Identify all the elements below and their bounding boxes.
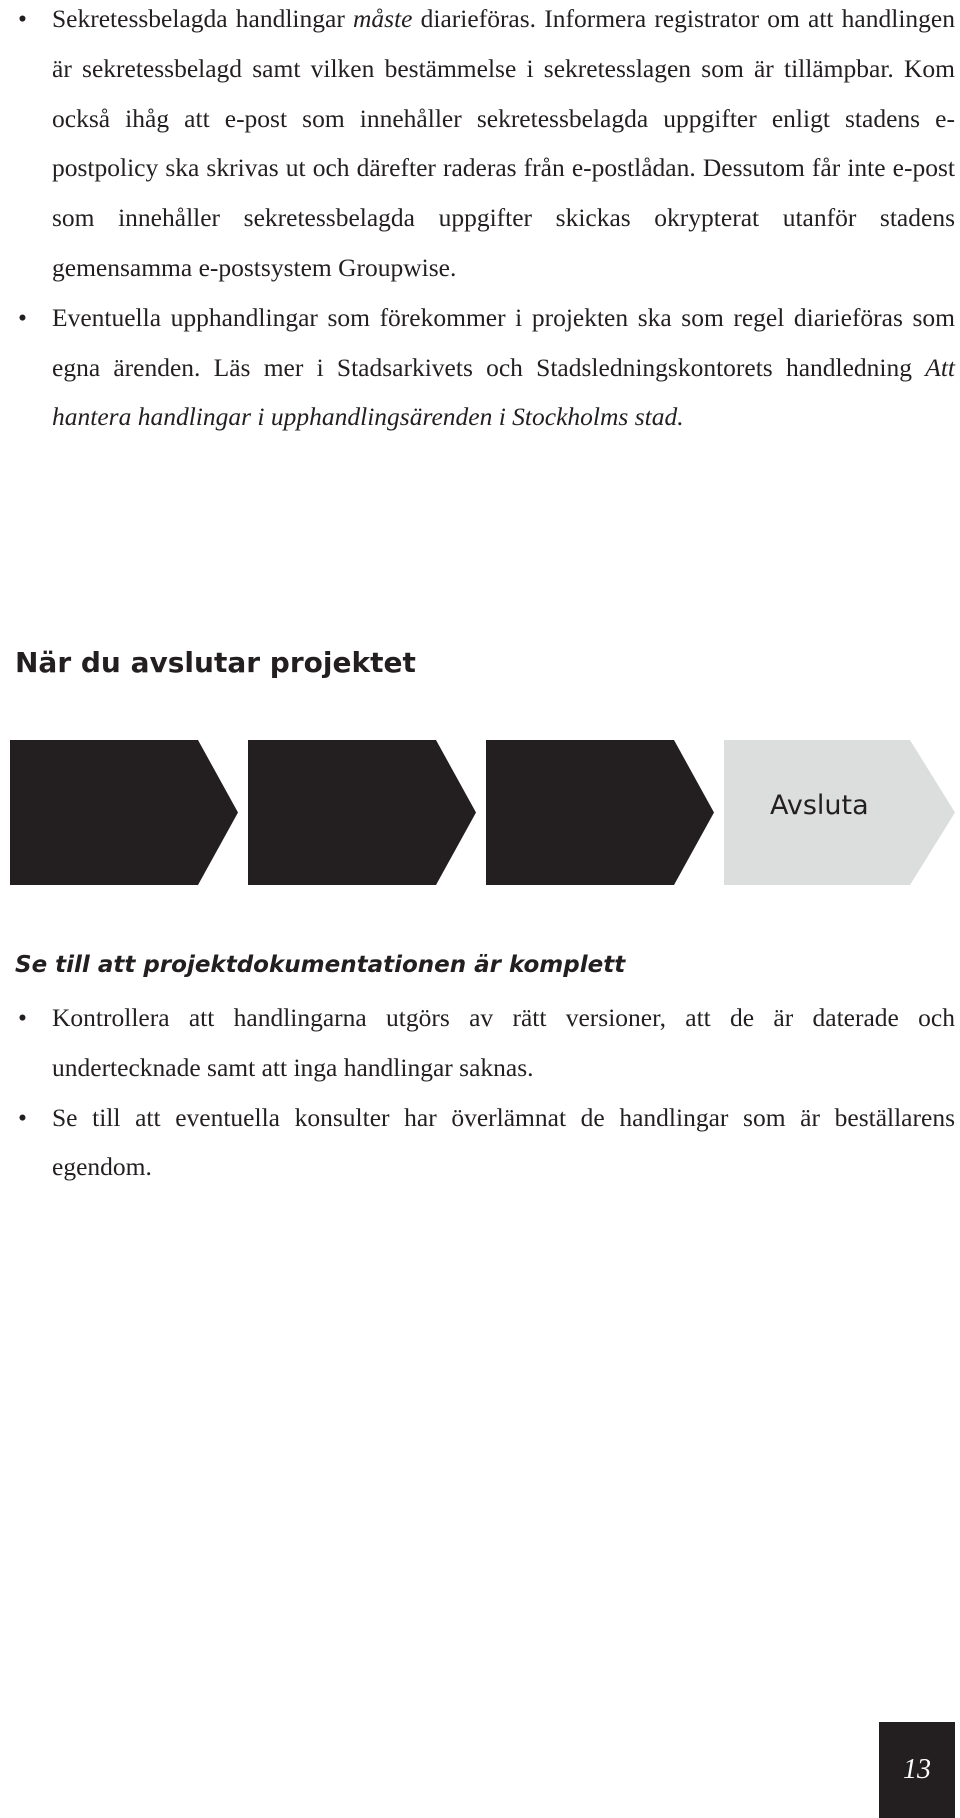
bullet-dot: • (18, 4, 27, 33)
intro-bullet-list (18, 0, 955, 442)
bullet-dot: • (18, 1102, 27, 1132)
checklist-text: Se till att eventuella konsulter har överlämnat de handlingar som är beställarens egendom. (52, 1102, 955, 1182)
subsection-title: Se till att projektdokumentationen är komplett (15, 952, 626, 978)
bullet-emphasis: Att hantera handlingar i upphandlingsärenden i Stockholms stad. (52, 352, 955, 432)
process-step-1 (10, 740, 238, 885)
process-step-label: Avsluta (770, 790, 869, 821)
checklist-text: Kontrollera att handlingarna utgörs av rätt versioner, att de är daterade och undertecknade samt att inga handlingar saknas. (52, 1003, 955, 1082)
bullet-dot: • (18, 1003, 27, 1032)
bullet-text: Sekretessbelagda handlingar (52, 4, 353, 33)
page-number: 13 (879, 1722, 955, 1818)
bullet-item-procurement (18, 293, 955, 442)
bullet-dot: • (18, 302, 27, 332)
section-title: När du avslutar projektet (15, 646, 416, 679)
bullet-text: Eventuella upphandlingar som förekommer i projekten ska som regel diarieföras som egna ärenden. Läs mer i Stadsarkivets och Stadsledningskontorets handledning (52, 302, 955, 382)
bullet-text: diarieföras. Informera registrator om att handlingen är sekretessbelagd samt vilken bestämmelse i sekretesslagen som är tillämpbar. Kom också ihåg att e-post som innehåller sekretessbelagda uppgifter enligt stadens e-postpolicy ska skrivas ut och därefter raderas från e-postlådan. Dessutom får inte e-post som innehåller sekretessbelagda uppgifter skickas okrypterat utanför stadens gemensamma e-postsystem Groupwise. (52, 4, 955, 282)
process-step-3 (486, 740, 714, 885)
checklist-item (18, 993, 955, 1093)
bullet-emphasis: måste (352, 4, 413, 33)
checklist-item (18, 1093, 955, 1193)
checklist-bullet-list (18, 993, 955, 1192)
bullet-item-secrecy (18, 0, 955, 293)
process-step-2 (248, 740, 476, 885)
